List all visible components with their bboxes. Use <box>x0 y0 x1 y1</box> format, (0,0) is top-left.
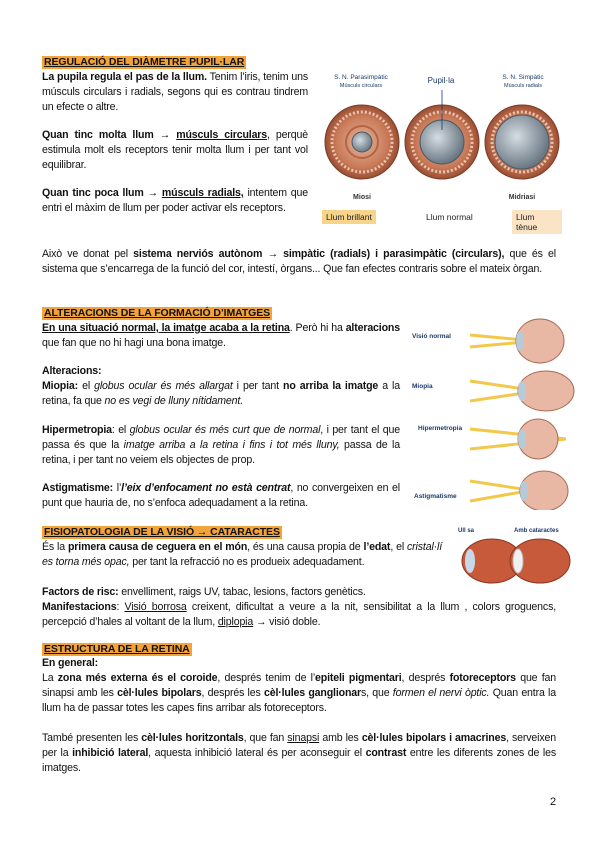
paragraph-autonomic: Això ve donat pel sistema nerviós autònom → simpàtic (radials) i parasimpàtic (circulars), que és el sistema que s’encarrega de la funció del cor, intestí, òrgans... Que fan efectes contraris sobre el mateix òrgan. <box>42 248 556 275</box>
paragraph-much-light: Quan tinc molta llum → músculs circulars, perquè estimula molt els receptors tenir molta llum i per tant vol equilibrar. <box>42 129 308 171</box>
label-sympathetic: S. N. Simpàtic <box>502 74 544 81</box>
cataract-illustration <box>456 537 576 585</box>
eye-refraction-illustrations <box>410 305 585 510</box>
paragraph-risk-factors: Factors de risc: envelliment, raigs UV, tabac, lesions, factors genètics. <box>42 586 366 598</box>
paragraph-little-light: Quan tinc poca llum → músculs radials, intentem que entri el màxim de llum per poder activar els receptors. <box>42 187 309 214</box>
paragraph-retina-general: En general: La zona més externa és el coroide, després tenim de l’epiteli pigmentari, després fotoreceptors que fan sinapsi amb les cèl·lules bipolars, després les cèl·lules ganglionars, que formen el nervi òptic. Quan entra la llum ha de passar totes les capes fins arribar als fotoreceptors. <box>42 657 556 714</box>
label-pupil: Pupil·la <box>427 76 455 85</box>
eye-myopia <box>470 371 574 411</box>
refraction-diagram <box>410 305 585 510</box>
eye-normal <box>470 319 564 363</box>
label-normal-vision: Visió normal <box>412 333 451 340</box>
label-circular-muscles: Músculs circulars <box>339 83 383 89</box>
paragraph-cataracts-intro: És la primera causa de ceguera en el món, és una causa propia de l’edat, el cristal·lí es torna més opac, per tant la refracció no es produeix adequadament. <box>42 541 443 568</box>
tag-bright-light: Llum brillant <box>322 210 376 224</box>
tag-dim-light: Llum tènue <box>512 210 562 234</box>
paragraph-hypermetropia: Hipermetropia: el globus ocular és més curt que de normal, i per tant el que passa és que la imatge arriba a la retina i fins i tot més lluny, passa de la retina, i per tant no veiem els objectes de prop. <box>42 424 400 466</box>
page-number: 2 <box>550 796 557 808</box>
label-healthy-eye: Ull sa <box>458 528 475 534</box>
label-radial-muscles: Músculs radials <box>504 83 542 89</box>
label-hypermetropia: Hipermetropia <box>418 425 463 432</box>
section-heading-image-formation: ALTERACIONS DE LA FORMACIÓ D’IMATGES <box>44 307 271 319</box>
section-heading-retina: ESTRUCTURA DE LA RETINA <box>44 643 190 655</box>
label-cataract-eye: Amb cataractes <box>514 528 559 534</box>
iris-normal <box>405 90 479 179</box>
label-parasympathetic: S. N. Parasimpàtic <box>334 74 388 81</box>
paragraph-retina-cells: També presenten les cèl·lules horitzontals, que fan sinapsi amb les cèl·lules bipolars i amacrines, serveixen per la inhibició lateral, aquesta inhibició lateral és per aconseguir el contrast entre les diferents zones de les imatges. <box>42 732 557 774</box>
caption-miosis: Miosi <box>353 194 371 201</box>
iris-illustrations <box>322 90 562 190</box>
iris-mydriasis <box>485 105 559 179</box>
pupil-diagram <box>322 70 562 230</box>
paragraph-astigmatism: Astigmatisme: l’l’eix d’enfocament no està centrat, no convergeixen en el punt que hauria de, no s’enfoca adequadament a la retina. <box>42 482 400 509</box>
paragraph-pupil-intro: La pupila regula el pas de la llum. Tenim l’iris, tenim uns músculs circulars i radials, segons qui es contrau tindrem un efecte o altre. <box>42 71 308 113</box>
label-astigmatism: Astigmatisme <box>414 493 457 500</box>
caption-mydriasis: Midriasi <box>508 194 536 201</box>
iris-miosis <box>325 105 399 179</box>
eye-hypermetropia <box>470 419 566 459</box>
paragraph-normal-situation: En una situació normal, la imatge acaba a la retina. Però hi ha alteracions que fan que no hi hagi una bona imatge. <box>42 322 400 349</box>
paragraph-manifestations: Manifestacions: Visió borrosa creixent, dificultat a veure a la nit, sensibilitat a la llum , colors groguencs, percepció d’hales al voltant de la llum, diplopia → visió doble. <box>42 601 557 628</box>
section-heading-pupil: REGULACIÓ DEL DIÀMETRE PUPIL·LAR <box>44 56 245 68</box>
tag-normal-light: Llum normal <box>426 212 473 222</box>
section-heading-cataracts: FISIOPATOLOGIA DE LA VISIÓ → CATARACTES <box>44 526 280 538</box>
label-myopia: Miopia <box>412 383 433 390</box>
paragraph-alterations: Alteracions: Miopia: el globus ocular és més allargat i per tant no arriba la imatge a la retina, fa que no es vegi de lluny nítidament. <box>42 365 400 407</box>
cataract-diagram <box>456 525 576 585</box>
eye-astigmatism <box>470 471 568 510</box>
